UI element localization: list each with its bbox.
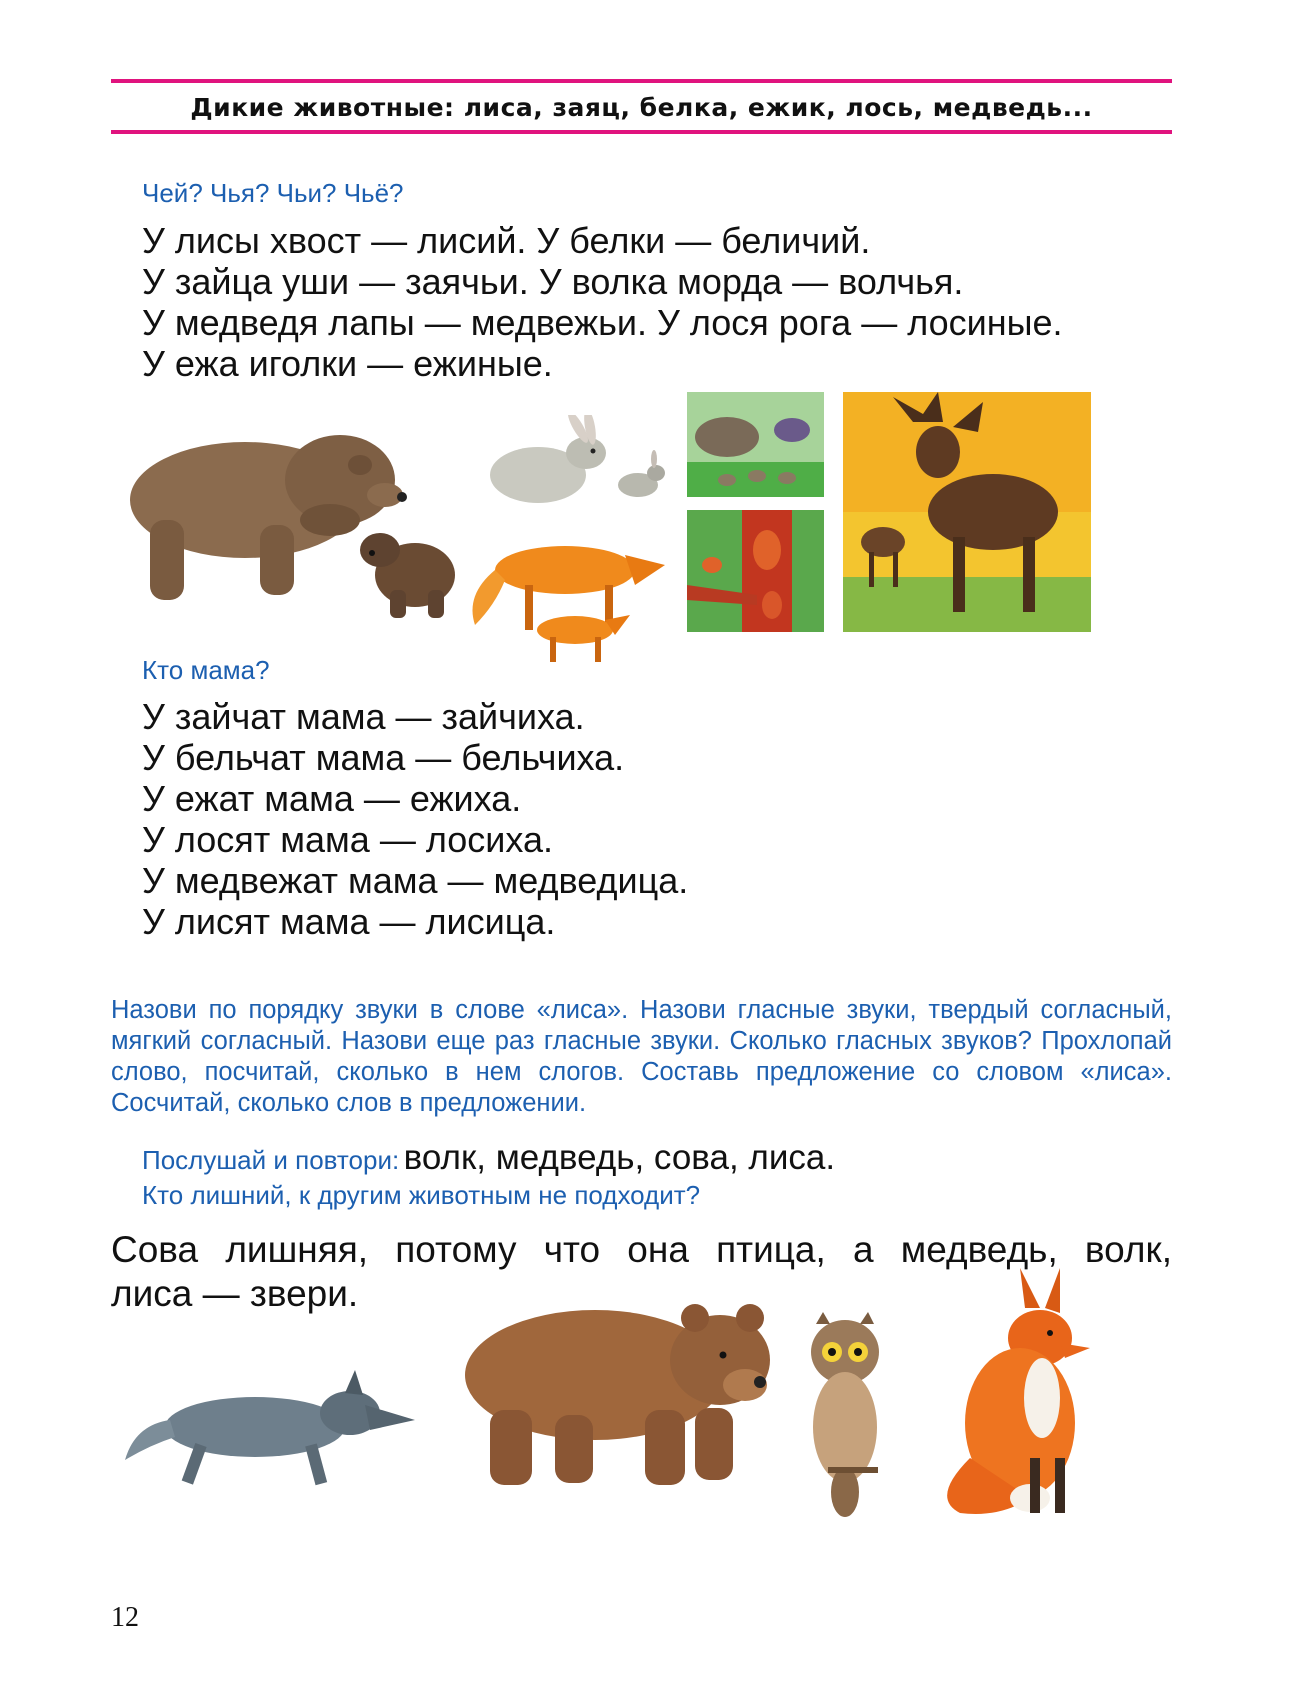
- bear-illustration: [445, 1290, 790, 1490]
- text-block-mothers: [142, 696, 688, 942]
- question-whose: Чей? Чья? Чьи? Чьё?: [142, 178, 404, 208]
- text-line: У лисы хвост — лисий. У белки — беличий.: [142, 220, 871, 261]
- header-top-rule: [111, 79, 1172, 83]
- header-bottom-rule: [111, 130, 1172, 134]
- text-line: У ежа иголки — ежиные.: [142, 343, 553, 384]
- text-line: У лисят мама — лисица.: [142, 901, 556, 942]
- listen-and-repeat: [142, 1138, 835, 1178]
- squirrels-illustration: [687, 510, 824, 632]
- text-line: У зайчат мама — зайчиха.: [142, 696, 585, 737]
- wolf-illustration: [125, 1365, 415, 1495]
- text-line: У ежат мама — ежиха.: [142, 778, 522, 819]
- question-who-is-mom: Кто мама?: [142, 655, 270, 685]
- text-line: У лосят мама — лосиха.: [142, 819, 553, 860]
- task-paragraph: Назови по порядку звуки в слове «лиса». Назови гласные звуки, твердый согласный, мягкий согласный. Назови еще раз гласные звуки. Сколько гласных звуков? Прохлопай слово, посчитай, сколько в нем слогов. Составь предложение со словом «лиса». Сосчитай, сколько слов в предложении.: [111, 996, 1172, 1117]
- answer-line: лиса — звери.: [111, 1273, 359, 1314]
- fox-illustration: [930, 1258, 1090, 1518]
- text-line: У зайца уши — заячьи. У волка морда — волчья.: [142, 261, 964, 302]
- hares-illustration: [478, 415, 678, 515]
- owl-illustration: [808, 1312, 883, 1517]
- moose-illustration: [843, 392, 1091, 632]
- bears-illustration: [110, 425, 470, 625]
- text-line: У медвежат мама — медведица.: [142, 860, 689, 901]
- text-block-whose: [142, 220, 1063, 384]
- answer-line: Сова лишняя, потому что она птица, а медведь, волк,: [111, 1229, 1172, 1270]
- page-title: Дикие животные: лиса, заяц, белка, ежик, лось, медведь...: [190, 93, 1093, 122]
- listen-lead: Послушай и повтори:: [142, 1145, 400, 1175]
- hedgehogs-illustration: [687, 392, 824, 497]
- foxes-illustration: [465, 525, 680, 670]
- listen-words: волк, медведь, сова, лиса.: [403, 1138, 836, 1177]
- text-line: У медведя лапы — медвежьи. У лося рога — лосиные.: [142, 302, 1063, 343]
- page-number: 12: [111, 1602, 139, 1633]
- question-odd-one: Кто лишний, к другим животным не подходит?: [142, 1180, 701, 1210]
- text-line: У бельчат мама — бельчиха.: [142, 737, 625, 778]
